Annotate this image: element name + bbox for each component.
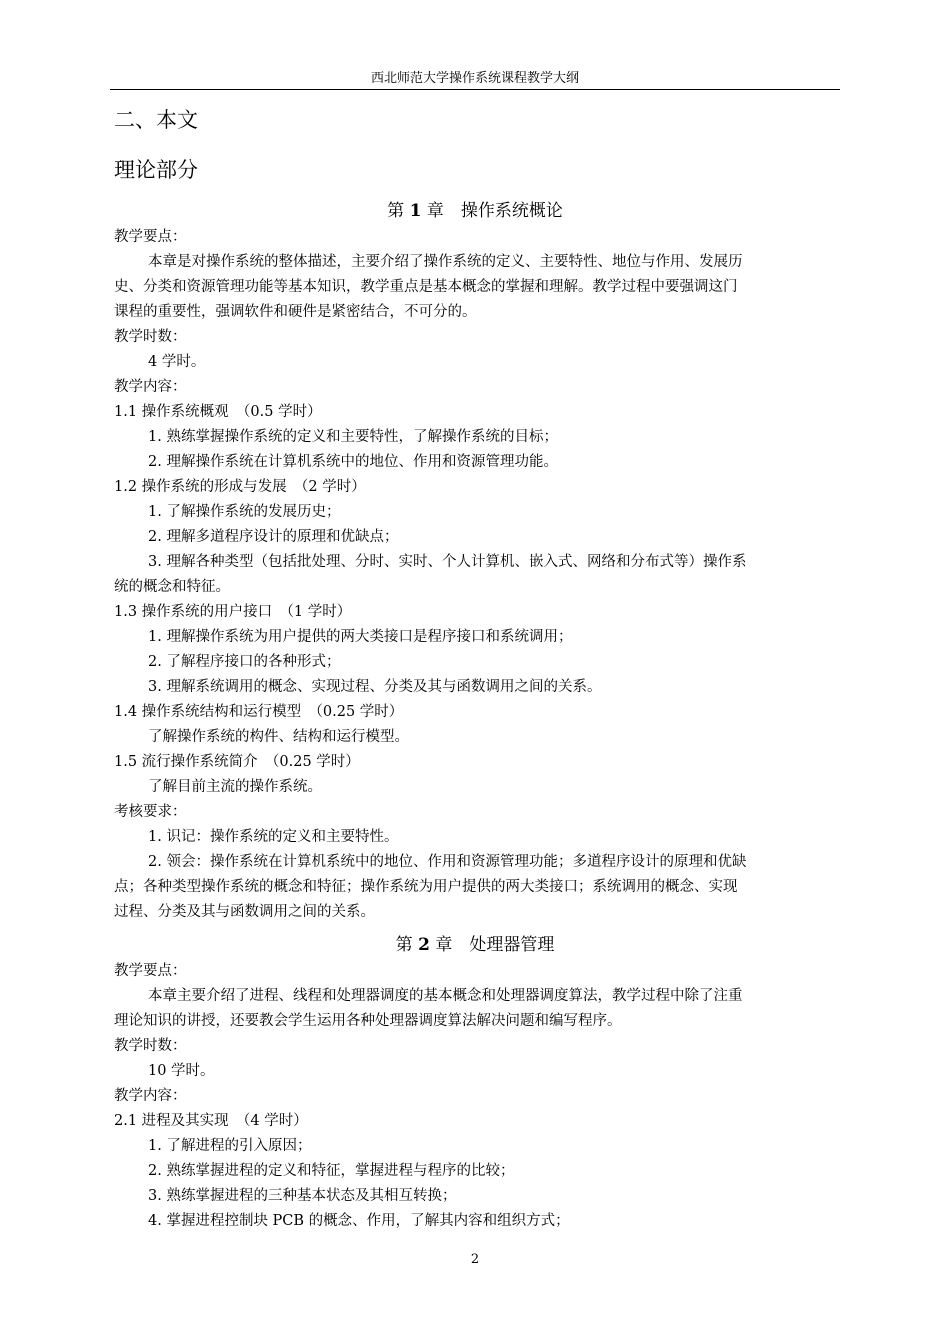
page-header: 西北师范大学操作系统课程教学大纲 — [370, 71, 579, 86]
list-item-continuation: 统的概念和特征。 — [114, 579, 230, 595]
list-item: 1. 了解进程的引入原因； — [148, 1138, 312, 1154]
list-item: 1. 识记：操作系统的定义和主要特性。 — [148, 829, 399, 845]
section-title: 二、本文 — [114, 108, 198, 132]
ch2-hours-label: 教学时数： — [114, 1038, 187, 1054]
list-item: 3. 理解系统调用的概念、实现过程、分类及其与函数调用之间的关系。 — [148, 679, 602, 695]
ch1-section-1-5: 1.5 流行操作系统简介 （0.25 学时） — [114, 754, 360, 770]
list-item: 2. 理解多道程序设计的原理和优缺点； — [148, 529, 399, 545]
ch1-section-1-2: 1.2 操作系统的形成与发展 （2 学时） — [114, 479, 366, 495]
chapter-1-title — [110, 199, 840, 223]
ch1-section-1-4: 1.4 操作系统结构和运行模型 （0.25 学时） — [114, 704, 404, 720]
chapter-1-name: 章 操作系统概论 — [426, 201, 563, 221]
chapter-1-prefix: 第 — [387, 201, 405, 221]
ch1-section-1-4-text: 了解操作系统的构件、结构和运行模型。 — [148, 729, 409, 745]
list-item: 4. 掌握进程控制块 PCB 的概念、作用，了解其内容和组织方式； — [148, 1213, 570, 1229]
header-divider — [110, 89, 840, 90]
list-item: 1. 理解操作系统为用户提供的两大类接口是程序接口和系统调用； — [148, 629, 573, 645]
list-item: 1. 了解操作系统的发展历史； — [148, 504, 341, 520]
ch1-points-line: 本章是对操作系统的整体描述，主要介绍了操作系统的定义、主要特性、地位与作用、发展历 — [148, 254, 743, 270]
ch2-hours: 10 学时。 — [148, 1063, 215, 1079]
chapter-1-number: 1 — [409, 201, 422, 221]
chapter-2-name: 章 处理器管理 — [435, 935, 555, 955]
list-item: 3. 理解各种类型（包括批处理、分时、实时、个人计算机、嵌入式、网络和分布式等）操作系 — [148, 554, 747, 570]
ch1-content-label: 教学内容： — [114, 379, 187, 395]
ch1-exam-label: 考核要求： — [114, 804, 187, 820]
ch2-points-line: 本章主要介绍了进程、线程和处理器调度的基本概念和处理器调度算法，教学过程中除了注重 — [148, 988, 743, 1004]
ch1-section-1-1: 1.1 操作系统概观 （0.5 学时） — [114, 404, 322, 420]
part-title: 理论部分 — [114, 158, 198, 182]
list-item-continuation: 过程、分类及其与函数调用之间的关系。 — [114, 904, 375, 920]
ch2-section-2-1: 2.1 进程及其实现 （4 学时） — [114, 1113, 308, 1129]
list-item: 2. 熟练掌握进程的定义和特征，掌握进程与程序的比较； — [148, 1163, 515, 1179]
ch2-content-label: 教学内容： — [114, 1088, 187, 1104]
ch2-points-label: 教学要点： — [114, 963, 187, 979]
list-item: 2. 了解程序接口的各种形式； — [148, 654, 341, 670]
list-item: 2. 领会：操作系统在计算机系统中的地位、作用和资源管理功能；多道程序设计的原理和优缺 — [148, 854, 747, 870]
list-item: 1. 熟练掌握操作系统的定义和主要特性，了解操作系统的目标； — [148, 429, 558, 445]
chapter-2-prefix: 第 — [395, 935, 413, 955]
chapter-2-title — [110, 933, 840, 957]
ch1-hours: 4 学时。 — [148, 354, 206, 370]
ch1-hours-label: 教学时数： — [114, 329, 187, 345]
list-item: 3. 熟练掌握进程的三种基本状态及其相互转换； — [148, 1188, 457, 1204]
ch1-points-label: 教学要点： — [114, 229, 187, 245]
ch1-points-line: 课程的重要性，强调软件和硬件是紧密结合，不可分的。 — [114, 304, 477, 320]
ch1-section-1-3: 1.3 操作系统的用户接口 （1 学时） — [114, 604, 352, 620]
list-item: 2. 理解操作系统在计算机系统中的地位、作用和资源管理功能。 — [148, 454, 558, 470]
ch2-points-line: 理论知识的讲授，还要教会学生运用各种处理器调度算法解决问题和编写程序。 — [114, 1013, 622, 1029]
page-number: 2 — [470, 1252, 480, 1267]
ch1-section-1-5-text: 了解目前主流的操作系统。 — [148, 779, 322, 795]
list-item-continuation: 点；各种类型操作系统的概念和特征；操作系统为用户提供的两大类接口；系统调用的概念、实现 — [114, 879, 738, 895]
ch1-points-line: 史、分类和资源管理功能等基本知识，教学重点是基本概念的掌握和理解。教学过程中要强调这门 — [114, 279, 738, 295]
chapter-2-number: 2 — [418, 935, 430, 955]
